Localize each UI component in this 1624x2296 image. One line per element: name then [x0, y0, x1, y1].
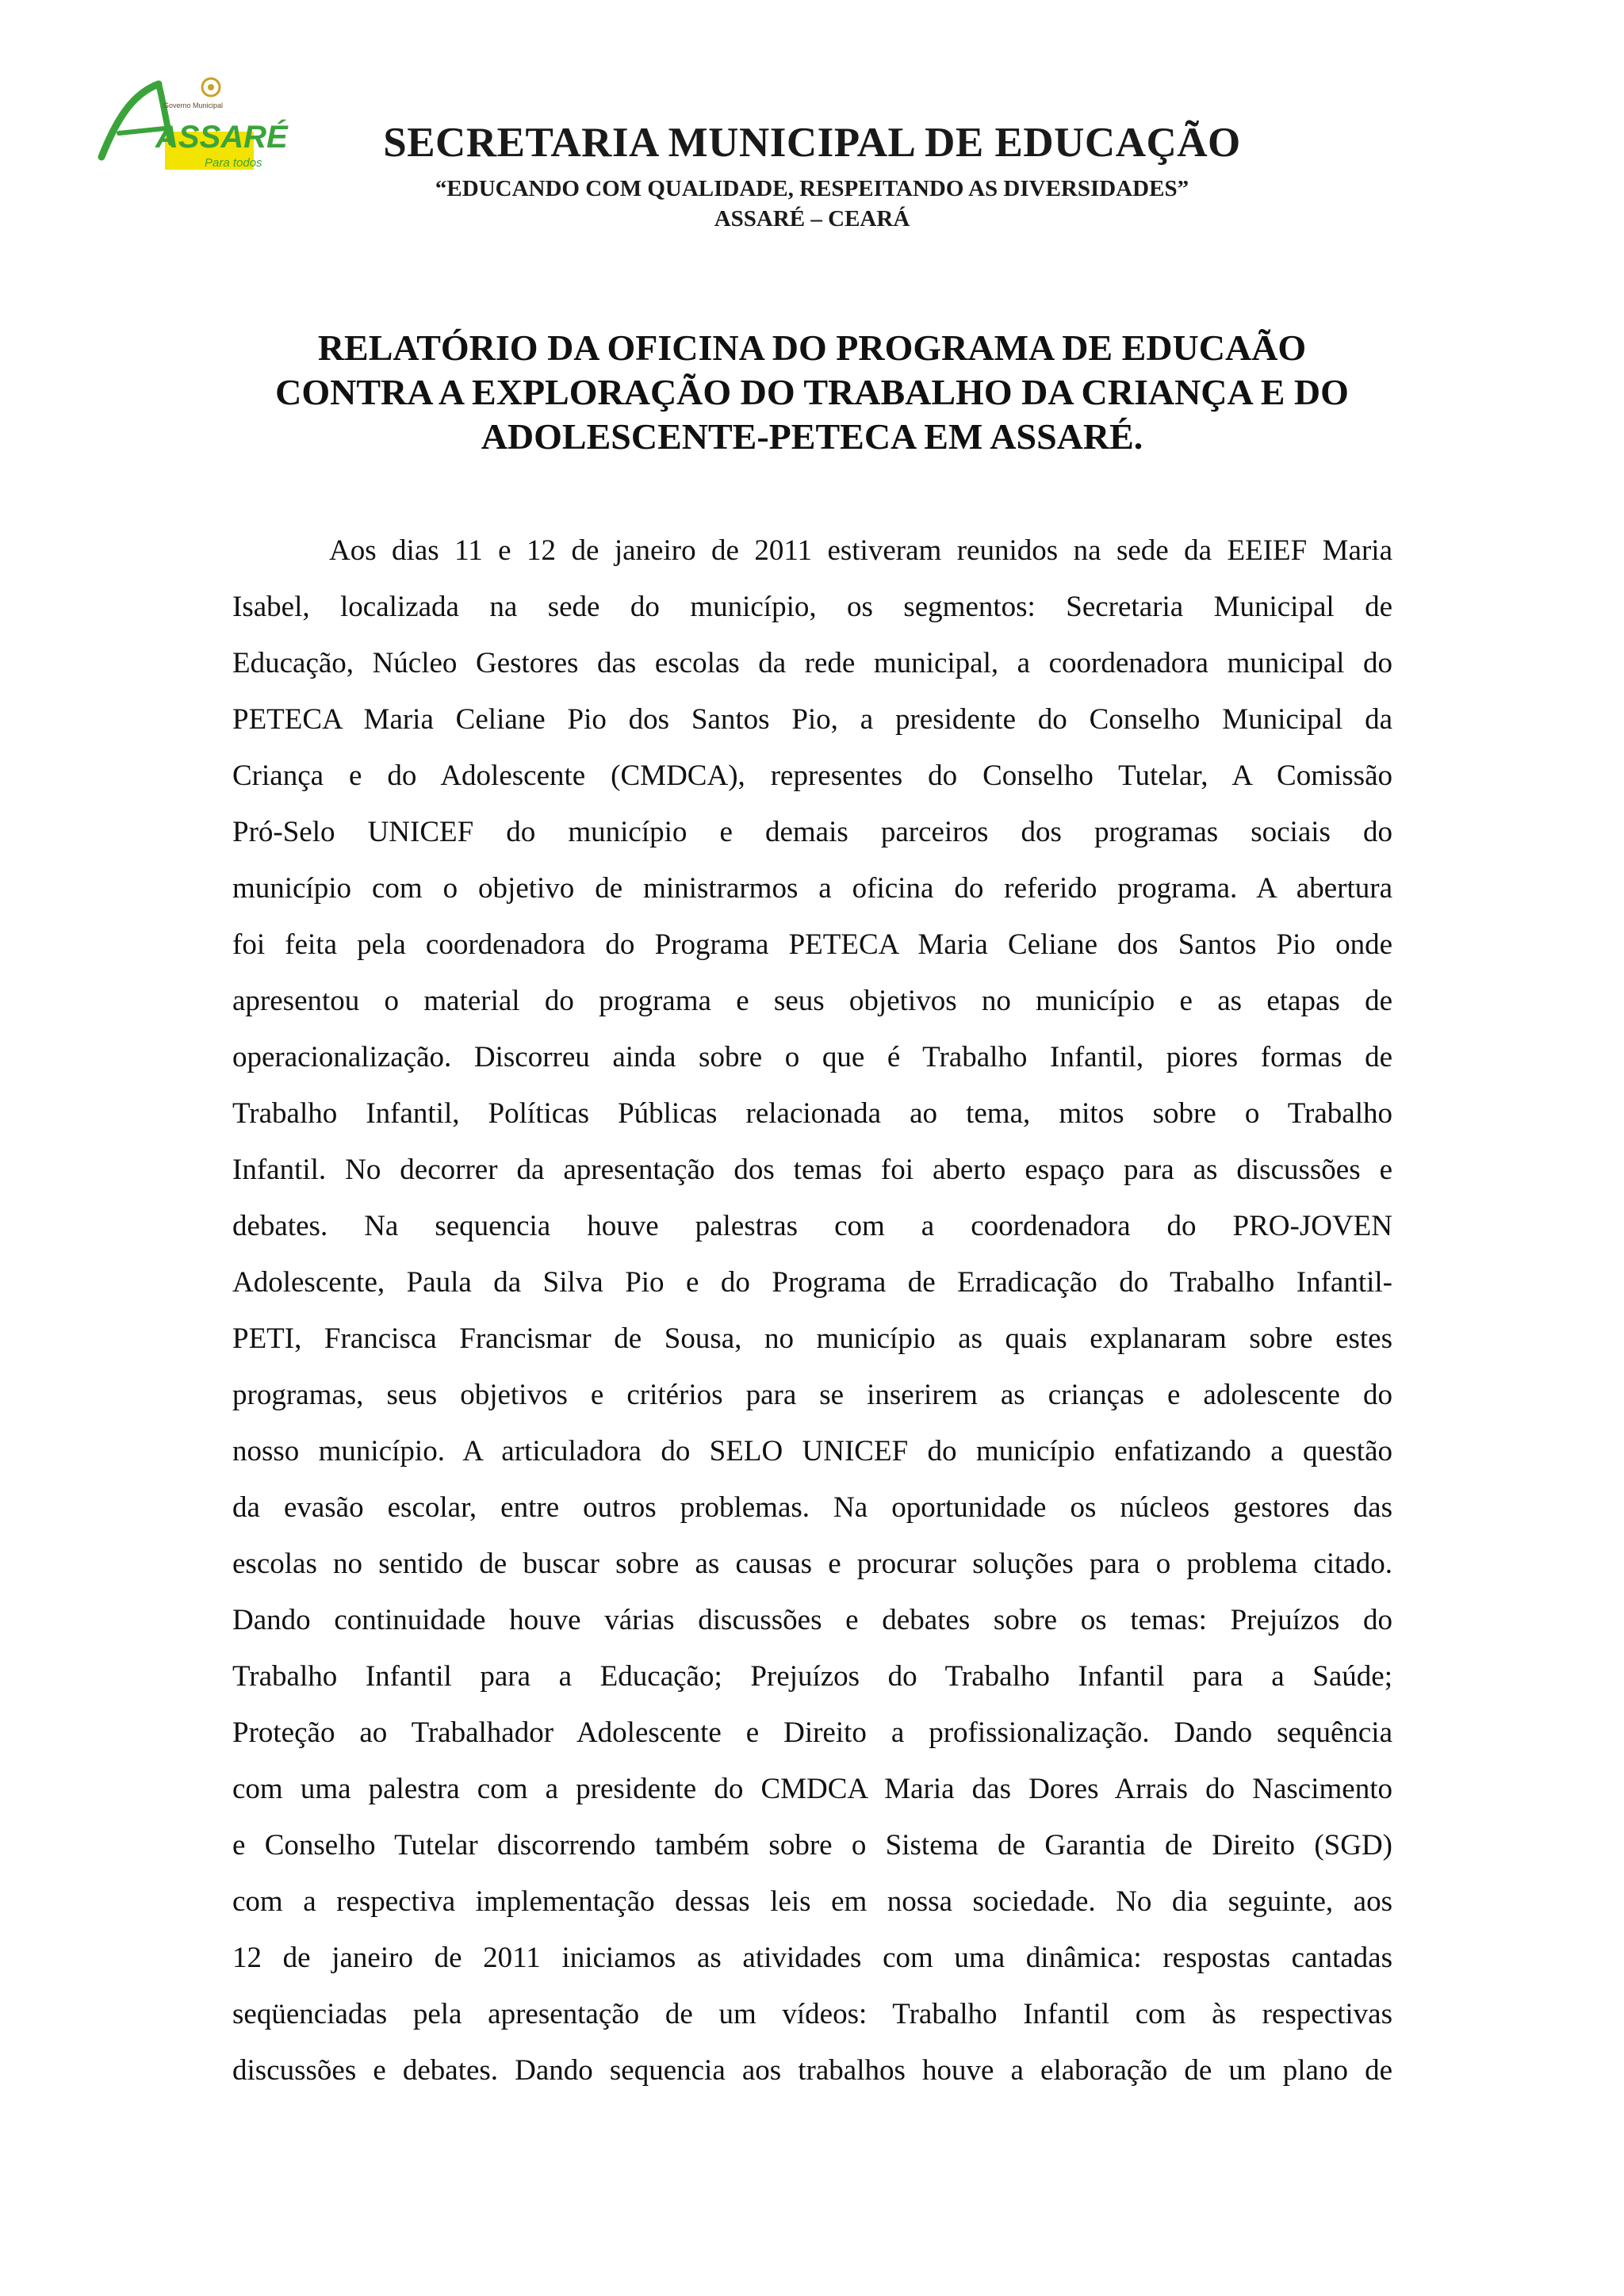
- report-title-line: ADOLESCENTE-PETECA EM ASSARÉ.: [481, 416, 1143, 457]
- body-line: Aos dias 11 e 12 de janeiro de 2011 estiveram reunidos na sede da EEIEF Maria: [329, 534, 1392, 567]
- body-line: município com o objetivo de ministrarmos a oficina do referido programa. A abertura: [232, 872, 1392, 905]
- logo-tagline: Para todos: [205, 156, 262, 170]
- body-line: da evasão escolar, entre outros problemas. Na oportunidade os núcleos gestores das: [232, 1491, 1392, 1524]
- logo-brand-text: ASSARÉ: [155, 120, 288, 155]
- logo-flower-center: [208, 84, 214, 90]
- body-line: debates. Na sequencia houve palestras com a coordenadora do PRO-JOVEN: [232, 1210, 1392, 1242]
- body-line: nosso município. A articuladora do SELO UNICEF do município enfatizando a questão: [232, 1435, 1392, 1468]
- body-line: Isabel, localizada na sede do município, os segmentos: Secretaria Municipal de: [232, 591, 1392, 623]
- report-title-line: CONTRA A EXPLORAÇÃO DO TRABALHO DA CRIANÇA E DO: [275, 372, 1349, 412]
- body-line: discussões e debates. Dando sequencia aos trabalhos houve a elaboração de um plano de: [232, 2054, 1392, 2087]
- body-line: 12 de janeiro de 2011 iniciamos as atividades com uma dinâmica: respostas cantadas: [232, 1942, 1392, 1974]
- body-line: com a respectiva implementação dessas leis em nossa sociedade. No dia seguinte, aos: [232, 1885, 1392, 1918]
- body-line: escolas no sentido de buscar sobre as causas e procurar soluções para o problema citado.: [232, 1548, 1392, 1580]
- body-line: PETECA Maria Celiane Pio dos Santos Pio, a presidente do Conselho Municipal da: [232, 703, 1392, 736]
- body-line: Dando continuidade houve várias discussões e debates sobre os temas: Prejuízos do: [232, 1604, 1392, 1636]
- org-motto: “EDUCANDO COM QUALIDADE, RESPEITANDO AS DIVERSIDADES”: [435, 176, 1189, 201]
- body-line: seqüenciadas pela apresentação de um vídeos: Trabalho Infantil com às respectivas: [232, 1998, 1392, 2030]
- body-line: Infantil. No decorrer da apresentação dos temas foi aberto espaço para as discussões e: [232, 1154, 1392, 1186]
- body-line: foi feita pela coordenadora do Programa PETECA Maria Celiane dos Santos Pio onde: [232, 928, 1392, 961]
- body-line: PETI, Francisca Francismar de Sousa, no município as quais explanaram sobre estes: [232, 1322, 1392, 1355]
- body-line: Criança e do Adolescente (CMDCA), representes do Conselho Tutelar, A Comissão: [232, 760, 1392, 792]
- body-line: Adolescente, Paula da Silva Pio e do Programa de Erradicação do Trabalho Infantil-: [232, 1266, 1392, 1299]
- body-line: e Conselho Tutelar discorrendo também sobre o Sistema de Garantia de Direito (SGD): [232, 1829, 1392, 1862]
- body-line: Proteção ao Trabalhador Adolescente e Direito a profissionalização. Dando sequência: [232, 1716, 1392, 1749]
- body-line: programas, seus objetivos e critérios para se inserirem as crianças e adolescente do: [232, 1379, 1392, 1411]
- logo-small-text: Governo Municipal: [163, 101, 224, 109]
- body-line: Pró-Selo UNICEF do município e demais parceiros dos programas sociais do: [232, 816, 1392, 848]
- body-line: apresentou o material do programa e seus objetivos no município e as etapas de: [232, 985, 1392, 1017]
- body-line: com uma palestra com a presidente do CMDCA Maria das Dores Arrais do Nascimento: [232, 1773, 1392, 1805]
- body-line: Educação, Núcleo Gestores das escolas da rede municipal, a coordenadora municipal do: [232, 647, 1392, 679]
- org-title: SECRETARIA MUNICIPAL DE EDUCAÇÃO: [383, 120, 1241, 166]
- report-title-line: RELATÓRIO DA OFICINA DO PROGRAMA DE EDUCAÃO: [317, 327, 1307, 368]
- body-line: Trabalho Infantil, Políticas Públicas relacionada ao tema, mitos sobre o Trabalho: [232, 1097, 1392, 1130]
- org-location: ASSARÉ – CEARÁ: [714, 206, 910, 232]
- body-line: Trabalho Infantil para a Educação; Prejuízos do Trabalho Infantil para a Saúde;: [232, 1660, 1392, 1693]
- body-line: operacionalização. Discorreu ainda sobre o que é Trabalho Infantil, piores formas de: [232, 1041, 1392, 1073]
